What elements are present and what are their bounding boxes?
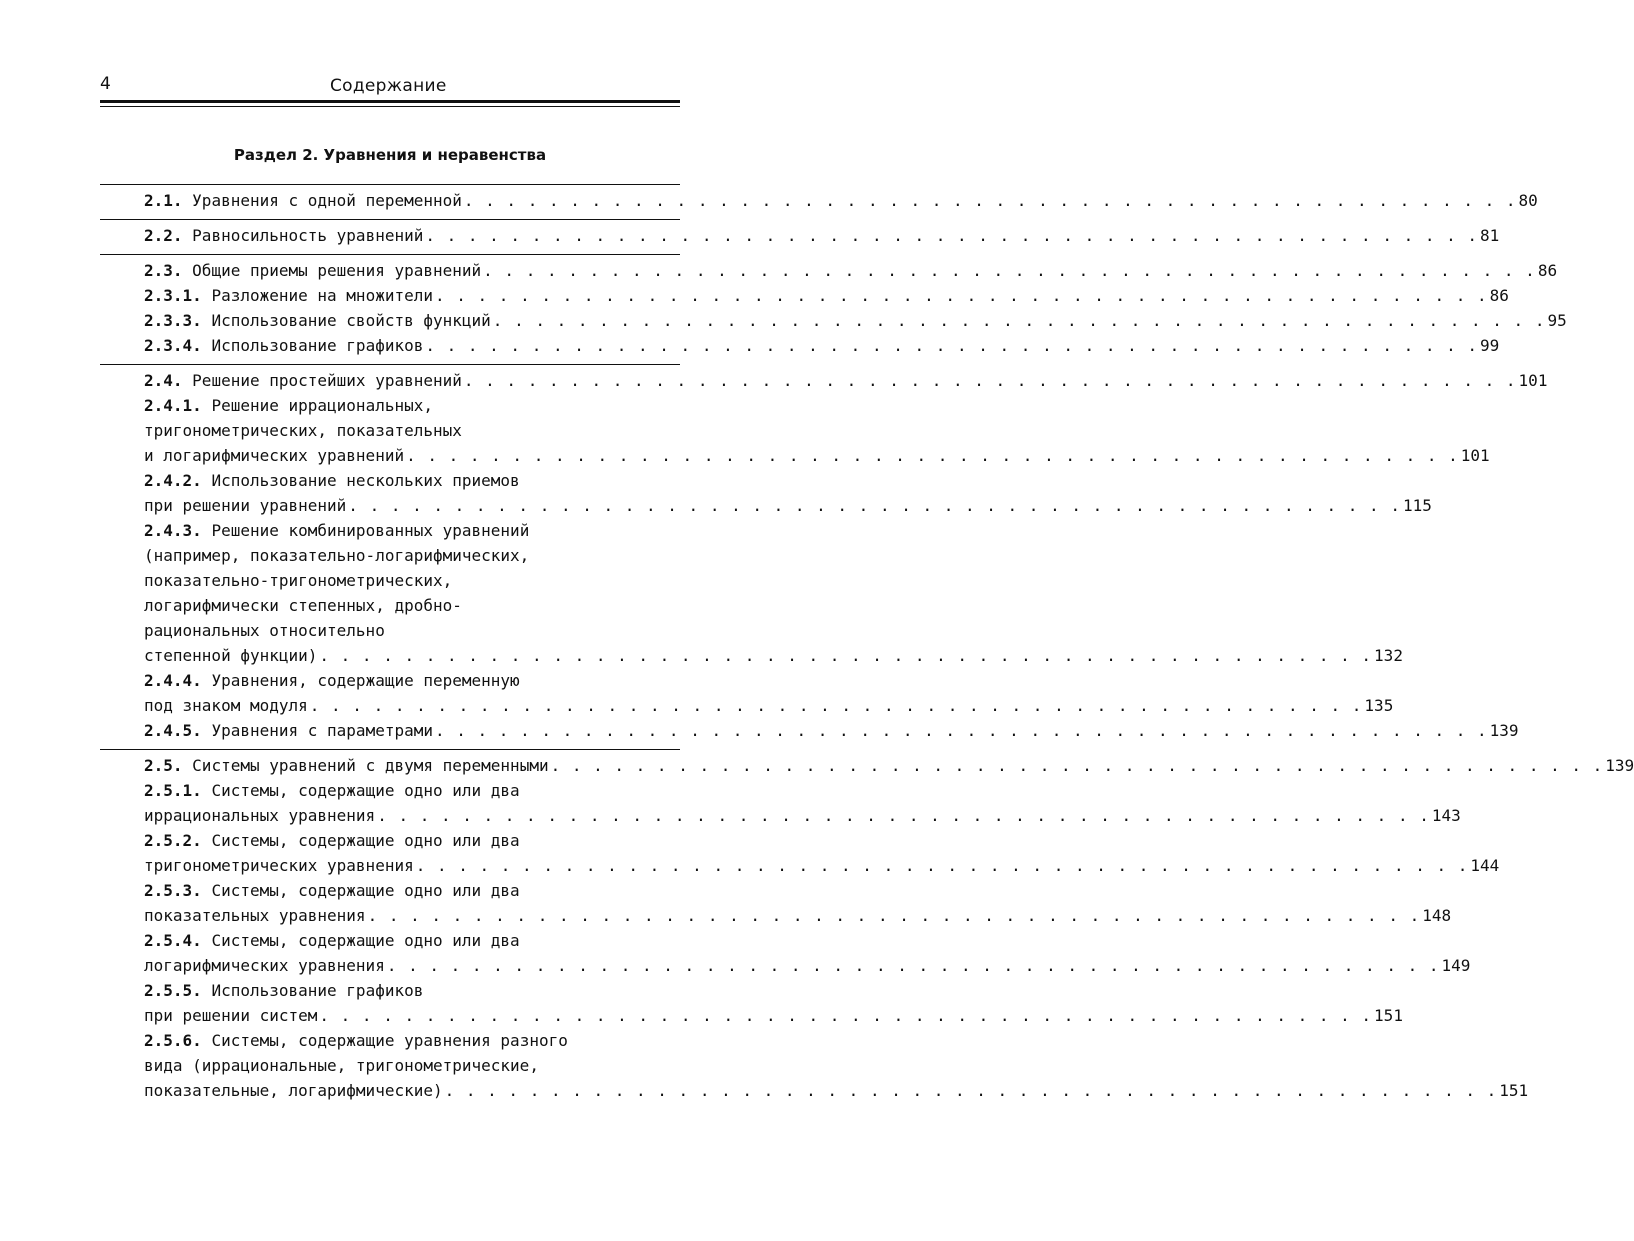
dot-leader: . . . . . . . . . . . . . . . . . . . . . . . . . . . . . . . . . . . . . . . . . . . . . . . . . . <box>425 226 1479 245</box>
toc-subsection-entry[interactable] <box>100 928 1471 978</box>
toc-group <box>100 219 1500 248</box>
toc-subsection-entry[interactable] <box>100 718 1519 743</box>
entry-number: 2.3.1. <box>144 286 202 305</box>
entry-page-number: 144 <box>1470 856 1500 875</box>
dot-leader: . . . . . . . . . . . . . . . . . . . . . . . . . . . . . . . . . . . . . . . . . . . . . . . . . . <box>309 696 1363 715</box>
entry-text-line: логарифмически степенных, дробно- <box>144 596 462 615</box>
entry-last-line <box>144 283 1509 308</box>
toc-subsection-entry[interactable] <box>100 283 1509 308</box>
entry-last-line <box>144 223 1500 248</box>
entry-title: 2.3. Общие приемы решения уравнений <box>144 261 482 280</box>
dot-leader: . . . . . . . . . . . . . . . . . . . . . . . . . . . . . . . . . . . . . . . . . . . . . . . . . . <box>415 856 1469 875</box>
entry-number: 2.5.6. <box>144 1031 202 1050</box>
entry-text-line: рациональных относительно <box>144 621 385 640</box>
entry-title: при решении систем <box>144 1006 318 1025</box>
entry-title: 2.5. Системы уравнений с двумя переменными <box>144 756 549 775</box>
entry-number: 2.5.3. <box>144 881 202 900</box>
entry-text-line: (например, показательно-логарифмических, <box>144 546 530 565</box>
toc-subsection-entry[interactable] <box>100 223 1500 248</box>
entry-text-line: показательно-тригонометрических, <box>144 571 453 590</box>
toc-subsection-entry[interactable] <box>100 668 1394 718</box>
entry-page-number: 81 <box>1480 226 1500 245</box>
entry-number: 2.5.4. <box>144 931 202 950</box>
entry-page-number: 149 <box>1441 956 1471 975</box>
toc-subsection-entry[interactable] <box>100 753 1634 778</box>
entry-text-line: тригонометрических, показательных <box>144 421 462 440</box>
entry-title: 2.4.5. Уравнения с параметрами <box>144 721 433 740</box>
entry-page-number: 115 <box>1402 496 1432 515</box>
entry-number: 2.5.5. <box>144 981 202 1000</box>
entry-page-number: 139 <box>1605 756 1634 775</box>
entry-number: 2.3.4. <box>144 336 202 355</box>
entry-title: 2.4. Решение простейших уравнений <box>144 371 462 390</box>
entry-last-line <box>144 753 1634 778</box>
entry-title: показательные, логарифмические) <box>144 1081 443 1100</box>
dot-leader: . . . . . . . . . . . . . . . . . . . . . . . . . . . . . . . . . . . . . . . . . . . . . . . . . . <box>319 1006 1373 1025</box>
entry-last-line <box>144 718 1519 743</box>
dot-leader: . . . . . . . . . . . . . . . . . . . . . . . . . . . . . . . . . . . . . . . . . . . . . . . . . . <box>483 261 1536 280</box>
entry-last-line <box>144 953 1471 978</box>
header-rule-thick <box>100 100 680 103</box>
entry-number: 2.4.4. <box>144 671 202 690</box>
entry-page-number: 135 <box>1364 696 1394 715</box>
entry-page-number: 151 <box>1374 1006 1403 1025</box>
toc-subsection-entry[interactable] <box>100 308 1567 333</box>
entry-title: степенной функции) <box>144 646 318 665</box>
entry-page-number: 86 <box>1537 261 1558 280</box>
toc-group <box>100 254 1567 358</box>
entry-title: 2.2. Равносильность уравнений <box>144 226 424 245</box>
entry-page-number: 132 <box>1374 646 1403 665</box>
entry-last-line <box>144 853 1500 878</box>
toc-subsection-entry[interactable] <box>100 778 1461 828</box>
entry-page-number: 143 <box>1431 806 1461 825</box>
entry-title: под знаком модуля <box>144 696 308 715</box>
entry-number: 2.3.3. <box>144 311 202 330</box>
dot-leader: . . . . . . . . . . . . . . . . . . . . . . . . . . . . . . . . . . . . . . . . . . . . . . . . . . <box>463 191 1517 210</box>
entry-last-line <box>144 803 1461 828</box>
entry-number: 2.5.1. <box>144 781 202 800</box>
toc-subsection-entry[interactable] <box>100 828 1500 878</box>
toc-subsection-entry[interactable] <box>100 518 1403 668</box>
entry-number: 2.3. <box>144 261 183 280</box>
entry-text-line: 2.5.5. Использование графиков <box>144 981 424 1000</box>
entry-text-line: 2.4.2. Использование нескольких приемов <box>144 471 520 490</box>
toc-subsection-entry[interactable] <box>100 468 1432 518</box>
toc-subsection-entry[interactable] <box>100 878 1452 928</box>
entry-number: 2.2. <box>144 226 183 245</box>
entry-number: 2.5. <box>144 756 183 775</box>
dot-leader: . . . . . . . . . . . . . . . . . . . . . . . . . . . . . . . . . . . . . . . . . . . . . . . . . . <box>319 646 1373 665</box>
entry-number: 2.1. <box>144 191 183 210</box>
dot-leader: . . . . . . . . . . . . . . . . . . . . . . . . . . . . . . . . . . . . . . . . . . . . . . . . . . <box>377 806 1430 825</box>
entry-text-line: 2.5.1. Системы, содержащие одно или два <box>144 781 520 800</box>
entry-text-line: 2.5.6. Системы, содержащие уравнения разного <box>144 1031 568 1050</box>
entry-last-line <box>144 188 1538 213</box>
toc-subsection-entry[interactable] <box>100 978 1403 1028</box>
entry-text-line: 2.5.3. Системы, содержащие одно или два <box>144 881 520 900</box>
entry-last-line <box>144 1078 1529 1103</box>
entry-number: 2.4.3. <box>144 521 202 540</box>
entry-last-line <box>144 443 1490 468</box>
entry-title: 2.3.1. Разложение на множители <box>144 286 433 305</box>
entry-title: иррациональных уравнения <box>144 806 376 825</box>
dot-leader: . . . . . . . . . . . . . . . . . . . . . . . . . . . . . . . . . . . . . . . . . . . . . . . . . . <box>463 371 1517 390</box>
entry-page-number: 148 <box>1422 906 1452 925</box>
entry-last-line <box>144 308 1567 333</box>
entry-title: показательных уравнения <box>144 906 366 925</box>
toc-group <box>100 364 1548 743</box>
page-header <box>100 70 680 100</box>
table-of-contents <box>100 184 1634 1109</box>
entry-last-line <box>144 693 1394 718</box>
entry-last-line <box>144 333 1500 358</box>
entry-number: 2.4.2. <box>144 471 202 490</box>
entry-page-number: 95 <box>1547 311 1567 330</box>
entry-text-line: 2.5.2. Системы, содержащие одно или два <box>144 831 520 850</box>
entry-page-number: 101 <box>1460 446 1490 465</box>
dot-leader: . . . . . . . . . . . . . . . . . . . . . . . . . . . . . . . . . . . . . . . . . . . . . . . . . . <box>406 446 1459 465</box>
toc-subsection-entry[interactable] <box>100 393 1490 468</box>
entry-page-number: 151 <box>1499 1081 1529 1100</box>
toc-subsection-entry[interactable] <box>100 188 1538 213</box>
dot-leader: . . . . . . . . . . . . . . . . . . . . . . . . . . . . . . . . . . . . . . . . . . . . . . . . . . <box>435 286 1488 305</box>
dot-leader: . . . . . . . . . . . . . . . . . . . . . . . . . . . . . . . . . . . . . . . . . . . . . . . . . . <box>367 906 1421 925</box>
entry-last-line <box>144 368 1548 393</box>
entry-title: и логарифмических уравнений <box>144 446 405 465</box>
entry-number: 2.5.2. <box>144 831 202 850</box>
entry-text-line: 2.4.1. Решение иррациональных, <box>144 396 433 415</box>
entry-page-number: 86 <box>1489 286 1509 305</box>
entry-text-line: 2.4.3. Решение комбинированных уравнений <box>144 521 530 540</box>
entry-text-line: 2.4.4. Уравнения, содержащие переменную <box>144 671 520 690</box>
entry-text-line: 2.5.4. Системы, содержащие одно или два <box>144 931 520 950</box>
toc-group <box>100 749 1634 1103</box>
entry-text-line: вида (иррациональные, тригонометрические, <box>144 1056 539 1075</box>
entry-title: логарифмических уравнения <box>144 956 385 975</box>
entry-title: тригонометрических уравнения <box>144 856 414 875</box>
entry-number: 2.4.5. <box>144 721 202 740</box>
entry-last-line <box>144 903 1452 928</box>
dot-leader: . . . . . . . . . . . . . . . . . . . . . . . . . . . . . . . . . . . . . . . . . . . . . . . . . . <box>492 311 1546 330</box>
entry-page-number: 80 <box>1518 191 1538 210</box>
toc-subsection-entry[interactable] <box>100 333 1500 358</box>
header-rule-thin <box>100 106 680 107</box>
dot-leader: . . . . . . . . . . . . . . . . . . . . . . . . . . . . . . . . . . . . . . . . . . . . . . . . . . <box>435 721 1488 740</box>
toc-subsection-entry[interactable] <box>100 1028 1529 1103</box>
dot-leader: . . . . . . . . . . . . . . . . . . . . . . . . . . . . . . . . . . . . . . . . . . . . . . . . . . <box>386 956 1440 975</box>
entry-title: 2.1. Уравнения с одной переменной <box>144 191 462 210</box>
toc-group <box>100 184 1538 213</box>
entry-title: 2.3.4. Использование графиков <box>144 336 424 355</box>
entry-last-line <box>144 643 1403 668</box>
entry-last-line <box>144 1003 1403 1028</box>
dot-leader: . . . . . . . . . . . . . . . . . . . . . . . . . . . . . . . . . . . . . . . . . . . . . . . . . . <box>444 1081 1498 1100</box>
toc-subsection-entry[interactable] <box>100 258 1558 283</box>
entry-last-line <box>144 493 1432 518</box>
entry-title: 2.3.3. Использование свойств функций <box>144 311 491 330</box>
dot-leader: . . . . . . . . . . . . . . . . . . . . . . . . . . . . . . . . . . . . . . . . . . . . . . . . . . <box>348 496 1401 515</box>
running-title: Содержание <box>330 76 447 96</box>
dot-leader: . . . . . . . . . . . . . . . . . . . . . . . . . . . . . . . . . . . . . . . . . . . . . . . . . . <box>425 336 1479 355</box>
entry-title: при решении уравнений <box>144 496 347 515</box>
dot-leader: . . . . . . . . . . . . . . . . . . . . . . . . . . . . . . . . . . . . . . . . . . . . . . . . . . <box>550 756 1604 775</box>
entry-page-number: 99 <box>1480 336 1500 355</box>
entry-page-number: 139 <box>1489 721 1519 740</box>
toc-subsection-entry[interactable] <box>100 368 1548 393</box>
section-heading: Раздел 2. Уравнения и неравенства <box>233 146 547 164</box>
page-number: 4 <box>100 74 111 94</box>
entry-number: 2.4. <box>144 371 183 390</box>
entry-page-number: 101 <box>1518 371 1548 390</box>
entry-last-line <box>144 258 1558 283</box>
entry-number: 2.4.1. <box>144 396 202 415</box>
